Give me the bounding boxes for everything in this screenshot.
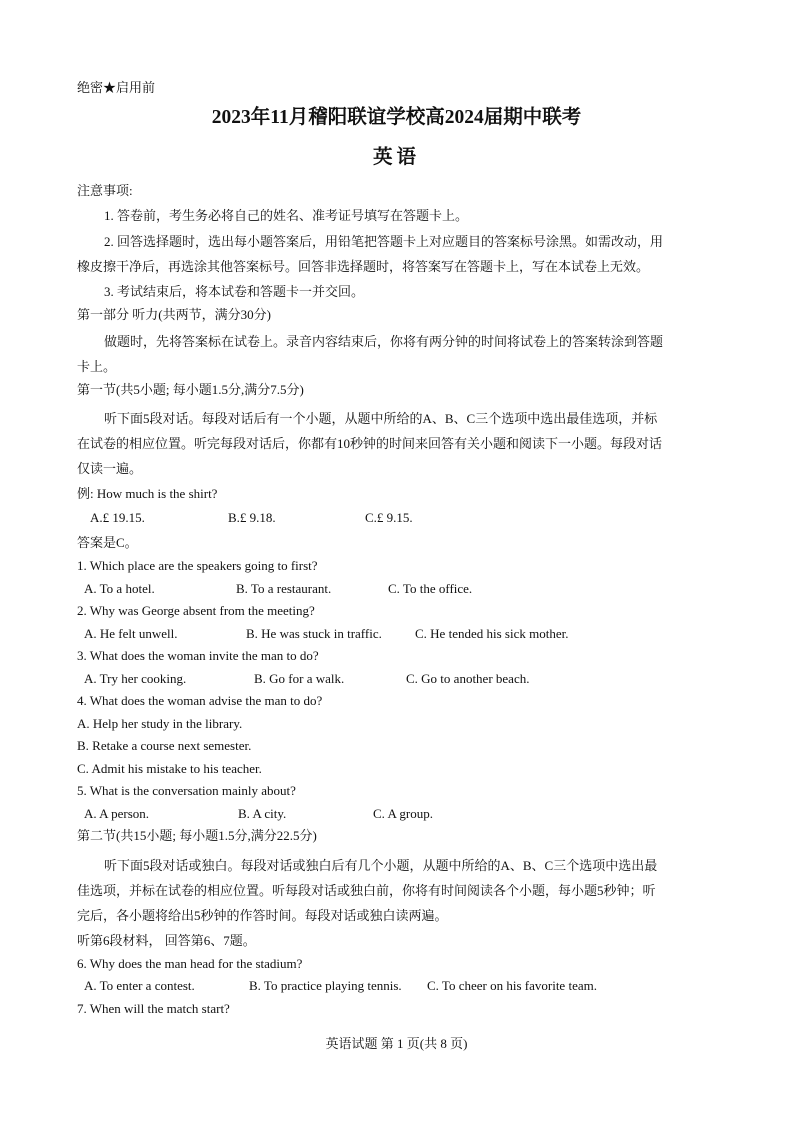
q6-option-a: A. To enter a contest. xyxy=(84,978,195,993)
example-option-c: C.£ 9.15. xyxy=(365,510,413,525)
q5-option-a: A. A person. xyxy=(84,806,149,821)
section2-instruction-line-1: 听下面5段对话或独白。每段对话或独白后有几个小题，从题中所给的A、B、C三个选项中选出最 xyxy=(104,858,658,873)
question-4: 4. What does the woman advise the man to do? xyxy=(77,693,323,708)
section1-heading: 第一节(共5小题; 每小题1.5分,满分7.5分) xyxy=(77,382,304,397)
note-3: 3. 考试结束后，将本试卷和答题卡一并交回。 xyxy=(104,284,365,299)
secret-mark: 绝密★启用前 xyxy=(77,80,156,95)
q1-option-b: B. To a restaurant. xyxy=(236,581,332,596)
page-footer: 英语试题 第 1 页(共 8 页) xyxy=(325,1036,468,1051)
q3-option-a: A. Try her cooking. xyxy=(84,671,187,686)
part1-instruction-line-2: 卡上。 xyxy=(77,359,117,374)
section2-instruction-line-2: 佳选项，并标在试卷的相应位置。听每段对话或独白前，你将有时间阅读各个小题，每小题5秒钟；听 xyxy=(77,883,656,898)
note-2-line-2: 橡皮擦干净后，再选涂其他答案标号。回答非选择题时，将答案写在答题卡上，写在本试卷上无效。 xyxy=(77,259,650,274)
exam-title: 2023年11月稽阳联谊学校高2024届期中联考 xyxy=(211,107,582,128)
q3-option-c: C. Go to another beach. xyxy=(406,671,530,686)
question-3: 3. What does the woman invite the man to do? xyxy=(77,648,319,663)
q4-option-a: A. Help her study in the library. xyxy=(77,716,243,731)
section1-instruction-line-1: 听下面5段对话。每段对话后有一个小题，从题中所给的A、B、C三个选项中选出最佳选项，并标 xyxy=(104,411,658,426)
example-option-b: B.£ 9.18. xyxy=(228,510,276,525)
section1-instruction-line-2: 在试卷的相应位置。听完每段对话后，你都有10秒钟的时间来回答有关小题和阅读下一小题。每段对话 xyxy=(77,436,663,451)
part1-heading: 第一部分 听力(共两节，满分30分) xyxy=(77,307,271,322)
q3-option-b: B. Go for a walk. xyxy=(254,671,345,686)
example-answer: 答案是C。 xyxy=(77,535,138,550)
note-1: 1. 答卷前，考生务必将自己的姓名、准考证号填写在答题卡上。 xyxy=(104,208,469,223)
subject-title: 英语 xyxy=(372,147,420,168)
section2-heading: 第二节(共15小题; 每小题1.5分,满分22.5分) xyxy=(77,828,317,843)
question-2: 2. Why was George absent from the meeting? xyxy=(77,603,315,618)
q1-option-c: C. To the office. xyxy=(388,581,473,596)
q6-option-b: B. To practice playing tennis. xyxy=(249,978,402,993)
q5-option-c: C. A group. xyxy=(373,806,433,821)
q4-option-b: B. Retake a course next semester. xyxy=(77,738,252,753)
note-2-line-1: 2. 回答选择题时，选出每小题答案后，用铅笔把答题卡上对应题目的答案标号涂黑。如需改动，用 xyxy=(104,234,664,249)
example-question: 例: How much is the shirt? xyxy=(77,486,218,501)
q4-option-c: C. Admit his mistake to his teacher. xyxy=(77,761,262,776)
question-1: 1. Which place are the speakers going to first? xyxy=(77,558,318,573)
question-7: 7. When will the match start? xyxy=(77,1001,230,1016)
q2-option-b: B. He was stuck in traffic. xyxy=(246,626,382,641)
q1-option-a: A. To a hotel. xyxy=(84,581,155,596)
notes-heading: 注意事项: xyxy=(77,183,133,198)
example-option-a: A.£ 19.15. xyxy=(90,510,145,525)
q6-option-c: C. To cheer on his favorite team. xyxy=(427,978,597,993)
q5-option-b: B. A city. xyxy=(238,806,287,821)
q2-option-a: A. He felt unwell. xyxy=(84,626,178,641)
q2-option-c: C. He tended his sick mother. xyxy=(415,626,569,641)
section1-instruction-line-3: 仅读一遍。 xyxy=(77,461,143,476)
question-5: 5. What is the conversation mainly about? xyxy=(77,783,296,798)
part1-instruction-line-1: 做题时，先将答案标在试卷上。录音内容结束后，你将有两分钟的时间将试卷上的答案转涂到答题 xyxy=(104,334,664,349)
question-6: 6. Why does the man head for the stadium? xyxy=(77,956,303,971)
material-6-heading: 听第6段材料， 回答第6、7题。 xyxy=(77,933,256,948)
section2-instruction-line-3: 完后，各小题将给出5秒钟的作答时间。每段对话或独白读两遍。 xyxy=(77,908,448,923)
